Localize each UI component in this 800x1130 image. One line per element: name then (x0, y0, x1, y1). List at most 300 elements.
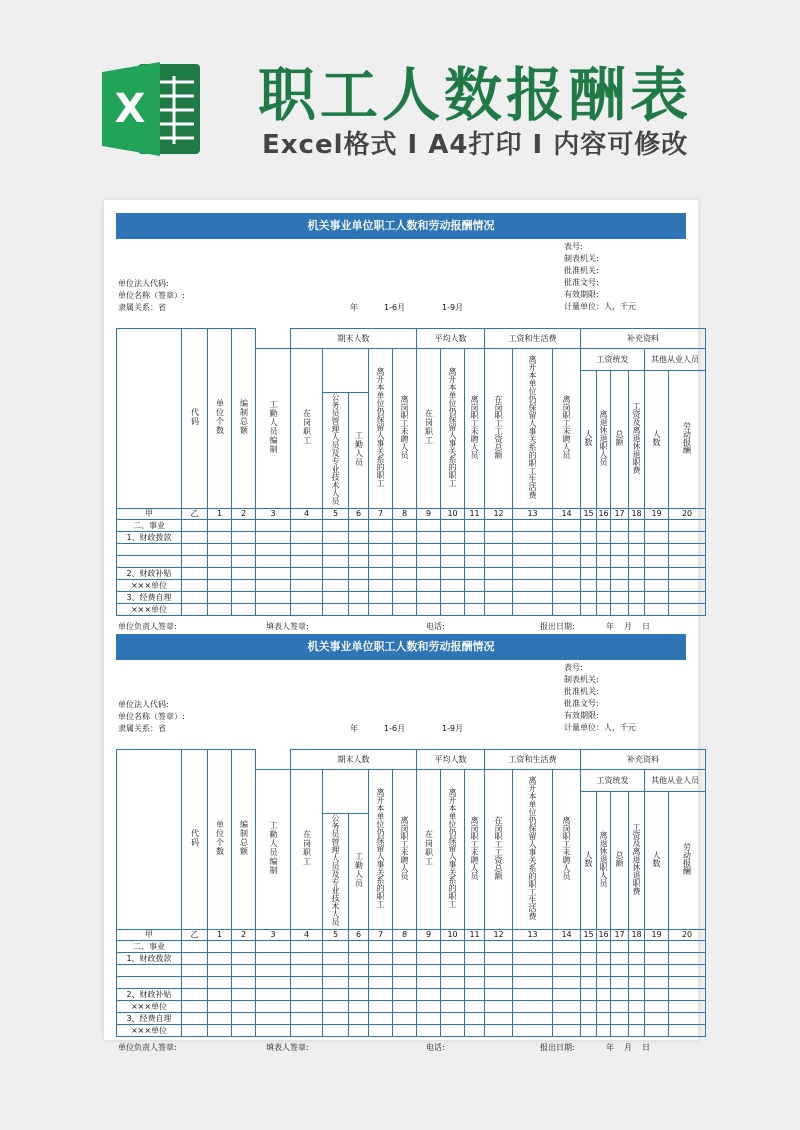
table-cell (581, 1001, 597, 1013)
index-row (117, 509, 706, 520)
table-cell (465, 941, 485, 953)
gap-cell (256, 750, 291, 770)
table-cell (553, 1025, 581, 1037)
info-approver: 批准机关: (564, 687, 599, 696)
unit-name-label: 单位名称（签章）: (118, 291, 185, 300)
row-label (117, 556, 182, 568)
col-retire-fee: 工资及离退休退职费 (629, 792, 645, 930)
table-cell (393, 1013, 417, 1025)
table-cell (485, 532, 513, 544)
index-cell: 乙 (182, 930, 208, 941)
table-cell (291, 592, 323, 604)
table-cell (441, 1025, 465, 1037)
table-cell (629, 568, 645, 580)
index-cell: 14 (553, 509, 581, 520)
table-cell (393, 1001, 417, 1013)
table-cell (485, 580, 513, 592)
index-cell: 4 (291, 509, 323, 520)
row-label: 1、财政拨款 (117, 953, 182, 965)
table-cell (611, 1025, 629, 1037)
table-cell (485, 1013, 513, 1025)
table-row (117, 604, 706, 616)
table-row (117, 592, 706, 604)
col-avg-onpost: 在岗职工 (417, 349, 441, 509)
table-cell (611, 941, 629, 953)
table-cell (369, 1025, 393, 1037)
phone-label: 电话: (426, 1043, 445, 1052)
table-cell (465, 520, 485, 532)
table-cell (465, 1013, 485, 1025)
data-table (116, 328, 706, 616)
table-cell (465, 580, 485, 592)
table-cell (323, 556, 349, 568)
table-cell (629, 604, 645, 616)
table-cell (581, 568, 597, 580)
index-cell: 17 (611, 509, 629, 520)
table-cell (256, 989, 291, 1001)
index-cell: 5 (323, 509, 349, 520)
table-cell (369, 568, 393, 580)
table-cell (441, 592, 465, 604)
table-cell (369, 556, 393, 568)
group-wage: 工资和生活费 (485, 329, 581, 349)
table-cell (669, 1013, 706, 1025)
table-cell (629, 520, 645, 532)
table-cell (441, 965, 465, 977)
table-cell (513, 544, 553, 556)
table-cell (291, 977, 323, 989)
col-labor-pay: 劳动报酬 (669, 371, 706, 509)
table-cell (232, 953, 256, 965)
table-cell (441, 532, 465, 544)
row-label: 3、经费自理 (117, 592, 182, 604)
group-average: 平均人数 (417, 750, 485, 770)
table-cell (369, 592, 393, 604)
table-cell (513, 977, 553, 989)
table-cell (485, 965, 513, 977)
table-cell (323, 989, 349, 1001)
index-cell: 11 (465, 930, 485, 941)
table-cell (669, 941, 706, 953)
table-cell (611, 977, 629, 989)
table-cell (669, 532, 706, 544)
table-cell (417, 580, 441, 592)
index-cell: 1 (208, 509, 232, 520)
table-cell (256, 965, 291, 977)
col-code: 代码 (182, 750, 208, 930)
index-cell: 20 (669, 509, 706, 520)
table-cell (256, 1013, 291, 1025)
info-unit: 计量单位：人，千元 (564, 723, 636, 732)
index-cell: 18 (629, 930, 645, 941)
table-cell (232, 1025, 256, 1037)
table-cell (349, 965, 369, 977)
col-avg-retired-hired: 离岗职工未聘人员 (465, 770, 485, 930)
table-cell (393, 989, 417, 1001)
table-cell (182, 965, 208, 977)
table-cell (349, 532, 369, 544)
table-cell (417, 592, 441, 604)
col-avg-retired-keep: 离开本单位仍保留人事关系的职工 (441, 349, 465, 509)
table-cell (581, 989, 597, 1001)
table-cell (669, 989, 706, 1001)
index-cell: 19 (645, 509, 669, 520)
table-cell (465, 953, 485, 965)
table-cell (465, 989, 485, 1001)
table-cell (645, 592, 669, 604)
table-cell (645, 532, 669, 544)
table-cell (597, 532, 611, 544)
date-day: 日 (642, 1043, 650, 1052)
table-cell (291, 544, 323, 556)
table-cell (182, 544, 208, 556)
table-cell (182, 556, 208, 568)
index-cell: 甲 (117, 930, 182, 941)
info-form-no: 表号: (564, 663, 583, 672)
col-civil: 公务员管理人员及专业技术人员 (323, 814, 349, 930)
table-cell (581, 953, 597, 965)
table-cell (256, 604, 291, 616)
table-cell (369, 532, 393, 544)
table-cell (597, 544, 611, 556)
index-cell: 7 (369, 509, 393, 520)
table-cell (182, 989, 208, 1001)
info-form-no: 表号: (564, 242, 583, 251)
table-cell (581, 604, 597, 616)
table-cell (485, 941, 513, 953)
table-cell (256, 568, 291, 580)
index-cell: 6 (349, 930, 369, 941)
table-cell (645, 989, 669, 1001)
table-row (117, 941, 706, 953)
table-cell (323, 520, 349, 532)
table-cell (349, 989, 369, 1001)
table-cell (417, 556, 441, 568)
period-2: 1-9月 (442, 724, 464, 733)
table-cell (485, 568, 513, 580)
table-cell (441, 1001, 465, 1013)
table-cell (597, 592, 611, 604)
row-label: ×××单位 (117, 604, 182, 616)
table-cell (611, 544, 629, 556)
unit-name-label: 单位名称（签章）: (118, 712, 185, 721)
table-cell (349, 977, 369, 989)
col-units: 单位个数 (208, 329, 232, 509)
table-cell (182, 592, 208, 604)
table-cell (645, 953, 669, 965)
table-cell (393, 977, 417, 989)
col-hired-fee: 离岗职工未聘人员 (553, 770, 581, 930)
table-cell (349, 1001, 369, 1013)
table-row (117, 520, 706, 532)
table-cell (393, 532, 417, 544)
table-cell (597, 1025, 611, 1037)
table-row (117, 965, 706, 977)
table-row (117, 953, 706, 965)
table-cell (513, 532, 553, 544)
table-cell (441, 520, 465, 532)
table-cell (645, 604, 669, 616)
table-cell (208, 977, 232, 989)
header-blank (117, 750, 182, 930)
table-cell (349, 580, 369, 592)
index-cell: 15 (581, 509, 597, 520)
table-cell (553, 556, 581, 568)
info-issuer: 制表机关: (564, 675, 599, 684)
table-cell (629, 1013, 645, 1025)
table-cell (581, 544, 597, 556)
sign-head: 单位负责人签章: (118, 1043, 177, 1052)
table-cell (669, 1001, 706, 1013)
table-cell (485, 1025, 513, 1037)
index-cell: 乙 (182, 509, 208, 520)
table-cell (208, 989, 232, 1001)
table-cell (465, 1025, 485, 1037)
col-civil: 公务员管理人员及专业技术人员 (323, 393, 349, 509)
table-cell (369, 1013, 393, 1025)
table-row (117, 1013, 706, 1025)
table-cell (417, 532, 441, 544)
phone-label: 电话: (426, 622, 445, 631)
table-cell (485, 556, 513, 568)
sign-head: 单位负责人签章: (118, 622, 177, 631)
table-cell (645, 1001, 669, 1013)
table-cell (182, 953, 208, 965)
table-cell (291, 520, 323, 532)
index-cell: 1 (208, 930, 232, 941)
sign-fill: 填表人签章: (266, 1043, 309, 1052)
group-other-staff: 其他从业人员 (645, 770, 706, 792)
table-cell (611, 580, 629, 592)
table-cell (441, 556, 465, 568)
table-cell (441, 604, 465, 616)
table-cell (393, 580, 417, 592)
table-cell (349, 592, 369, 604)
table-cell (611, 520, 629, 532)
table-cell (669, 544, 706, 556)
table-cell (417, 1001, 441, 1013)
period-1: 1-6月 (384, 724, 406, 733)
table-cell (441, 1013, 465, 1025)
subgroup-blank (323, 770, 369, 792)
table-cell (256, 520, 291, 532)
table-cell (645, 941, 669, 953)
table-cell (513, 604, 553, 616)
table-cell (291, 989, 323, 1001)
table-cell (645, 520, 669, 532)
table-cell (417, 1013, 441, 1025)
date-year: 年 (606, 1043, 614, 1052)
col-wage-total: 在岗职工工资总额 (485, 349, 513, 509)
col-quota: 编制总额 (232, 329, 256, 509)
table-cell (232, 568, 256, 580)
table-cell (232, 544, 256, 556)
row-label: ×××单位 (117, 580, 182, 592)
table-cell (291, 604, 323, 616)
table-cell (208, 1013, 232, 1025)
col-persons: 人数 (645, 371, 669, 509)
col-worker-quota: 工勤人员编制 (256, 349, 291, 509)
table-cell (629, 977, 645, 989)
table-cell (611, 1001, 629, 1013)
table-row (117, 1001, 706, 1013)
table-cell (417, 544, 441, 556)
info-approver: 批准机关: (564, 266, 599, 275)
table-cell (323, 953, 349, 965)
table-cell (597, 568, 611, 580)
table-cell (232, 580, 256, 592)
row-label: ×××单位 (117, 1025, 182, 1037)
index-cell: 7 (369, 930, 393, 941)
table-cell (393, 544, 417, 556)
table-cell (393, 592, 417, 604)
table-cell (256, 941, 291, 953)
table-cell (669, 556, 706, 568)
table-cell (232, 592, 256, 604)
table-cell (513, 592, 553, 604)
index-cell: 2 (232, 509, 256, 520)
header-blank (117, 329, 182, 509)
col-total: 总额 (611, 371, 629, 509)
table-cell (485, 989, 513, 1001)
row-label: 2、财政补贴 (117, 568, 182, 580)
group-period-end: 期末人数 (291, 329, 417, 349)
table-cell (553, 544, 581, 556)
table-cell (513, 1025, 553, 1037)
group-supplement: 补充资料 (581, 750, 706, 770)
table-cell (597, 941, 611, 953)
index-cell: 3 (256, 509, 291, 520)
table-cell (669, 965, 706, 977)
table-cell (369, 989, 393, 1001)
form-1 (116, 213, 700, 631)
table-cell (485, 1001, 513, 1013)
table-cell (323, 544, 349, 556)
table-cell (597, 556, 611, 568)
date-label: 报出日期: (540, 1043, 575, 1052)
table-cell (291, 556, 323, 568)
table-cell (581, 532, 597, 544)
table-cell (256, 532, 291, 544)
table-cell (369, 544, 393, 556)
table-cell (645, 544, 669, 556)
table-cell (291, 568, 323, 580)
table-cell (182, 941, 208, 953)
table-row (117, 568, 706, 580)
index-cell: 16 (598, 509, 609, 518)
row-label: 1、财政拨款 (117, 532, 182, 544)
col-avg-onpost: 在岗职工 (417, 770, 441, 930)
index-cell: 8 (393, 930, 417, 941)
table-cell (208, 580, 232, 592)
index-cell: 12 (485, 509, 513, 520)
table-cell (182, 1013, 208, 1025)
table-cell (597, 977, 611, 989)
table-cell (349, 941, 369, 953)
table-cell (513, 989, 553, 1001)
legal-code-label: 单位法人代码: (118, 279, 169, 288)
table-cell (645, 1025, 669, 1037)
table-cell (441, 568, 465, 580)
table-cell (393, 965, 417, 977)
table-cell (291, 965, 323, 977)
table-cell (291, 1013, 323, 1025)
table-cell (465, 965, 485, 977)
table-cell (611, 953, 629, 965)
table-cell (465, 556, 485, 568)
col-avg-retired-keep: 离开本单位仍保留人事关系的职工 (441, 770, 465, 930)
table-cell (441, 989, 465, 1001)
table-cell (393, 604, 417, 616)
table-cell (581, 520, 597, 532)
info-approval-no: 批准文号: (564, 278, 599, 287)
table-cell (465, 604, 485, 616)
period-2: 1-9月 (442, 303, 464, 312)
table-cell (441, 941, 465, 953)
table-cell (581, 977, 597, 989)
row-label: ×××单位 (117, 1001, 182, 1013)
table-cell (417, 953, 441, 965)
table-cell (291, 532, 323, 544)
table-cell (581, 965, 597, 977)
group-wage-coord: 工资统发 (581, 349, 645, 371)
table-cell (208, 941, 232, 953)
table-cell (553, 1013, 581, 1025)
table-cell (182, 604, 208, 616)
col-wage-total: 在岗职工工资总额 (485, 770, 513, 930)
col-quota: 编制总额 (232, 750, 256, 930)
table-cell (349, 1013, 369, 1025)
table-cell (182, 532, 208, 544)
index-cell: 8 (393, 509, 417, 520)
table-cell (513, 1001, 553, 1013)
table-cell (349, 544, 369, 556)
table-row (117, 544, 706, 556)
period-1: 1-6月 (384, 303, 406, 312)
col-retired-keep: 离开本单位仍保留人事关系的职工 (369, 349, 393, 509)
table-cell (629, 532, 645, 544)
index-cell: 10 (441, 509, 465, 520)
table-cell (597, 520, 611, 532)
table-cell (291, 1025, 323, 1037)
table-cell (645, 965, 669, 977)
table-cell (513, 941, 553, 953)
row-label (117, 965, 182, 977)
date-day: 日 (642, 622, 650, 631)
group-average: 平均人数 (417, 329, 485, 349)
table-cell (669, 1025, 706, 1037)
form-title: 机关事业单位职工人数和劳动报酬情况 (116, 634, 686, 660)
table-cell (513, 580, 553, 592)
table-cell (597, 1001, 611, 1013)
table-cell (393, 568, 417, 580)
date-month: 月 (624, 622, 632, 631)
col-worker: 工勤人员 (349, 393, 369, 509)
legal-code-label: 单位法人代码: (118, 700, 169, 709)
table-cell (611, 989, 629, 1001)
index-cell: 12 (485, 930, 513, 941)
table-cell (393, 953, 417, 965)
table-cell (323, 1013, 349, 1025)
table-cell (232, 604, 256, 616)
table-cell (232, 941, 256, 953)
table-cell (323, 532, 349, 544)
group-wage: 工资和生活费 (485, 750, 581, 770)
table-cell (629, 1025, 645, 1037)
table-cell (232, 556, 256, 568)
table-row (117, 532, 706, 544)
table-cell (417, 604, 441, 616)
